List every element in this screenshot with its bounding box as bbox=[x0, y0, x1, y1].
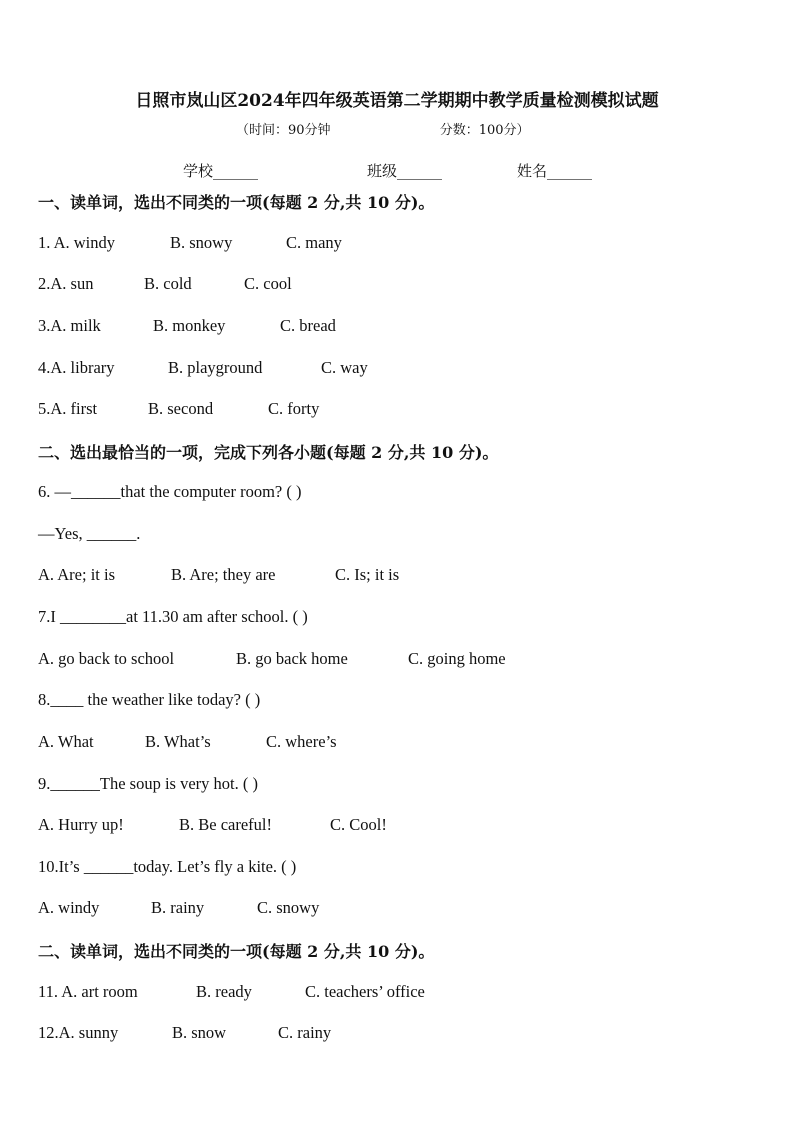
q12-option-b: B. snow bbox=[172, 1023, 227, 1042]
question-7-options bbox=[38, 649, 506, 669]
q8-option-a: A. What bbox=[38, 732, 94, 751]
school-field: 学校______ bbox=[183, 162, 259, 180]
question-1 bbox=[38, 233, 342, 253]
q6-option-c: C. Is; it is bbox=[335, 565, 400, 584]
q2-option-a: 2.A. sun bbox=[38, 274, 94, 293]
question-9-stem: 9.______The soup is very hot. ( ) bbox=[38, 774, 258, 793]
q6-option-a: A. Are; it is bbox=[38, 565, 115, 584]
question-8-stem: 8.____ the weather like today? ( ) bbox=[38, 690, 261, 709]
q8-option-b: B. What’s bbox=[145, 732, 211, 751]
question-5 bbox=[38, 399, 319, 419]
q11-option-c: C. teachers’ office bbox=[305, 982, 425, 1001]
q11-option-a: 11. A. art room bbox=[38, 982, 138, 1001]
name-field: 姓名______ bbox=[517, 162, 593, 180]
q2-option-c: C. cool bbox=[244, 274, 292, 293]
q1-option-a: 1. A. windy bbox=[38, 233, 116, 252]
q3-option-a: 3.A. milk bbox=[38, 316, 101, 335]
exam-title: 日照市岚山区2024年四年级英语第二学期期中教学质量检测模拟试题 bbox=[135, 91, 659, 111]
q9-option-a: A. Hurry up! bbox=[38, 815, 124, 834]
q9-option-b: B. Be careful! bbox=[179, 815, 272, 834]
question-9-options bbox=[38, 815, 387, 835]
question-7-stem: 7.I ________at 11.30 am after school. ( ) bbox=[38, 607, 308, 626]
q4-option-a: 4.A. library bbox=[38, 358, 115, 377]
q7-option-a: A. go back to school bbox=[38, 649, 175, 668]
q4-option-b: B. playground bbox=[168, 358, 263, 377]
class-field: 班级______ bbox=[367, 162, 443, 180]
q12-option-c: C. rainy bbox=[278, 1023, 332, 1042]
q6-option-b: B. Are; they are bbox=[171, 565, 276, 584]
question-8-options bbox=[38, 732, 337, 752]
question-4 bbox=[38, 358, 368, 378]
question-6-stem-2: —Yes, ______. bbox=[38, 524, 141, 543]
q5-option-c: C. forty bbox=[268, 399, 320, 418]
q3-option-b: B. monkey bbox=[153, 316, 226, 335]
q7-option-b: B. go back home bbox=[236, 649, 348, 668]
q10-option-a: A. windy bbox=[38, 898, 100, 917]
question-3 bbox=[38, 316, 336, 336]
q4-option-c: C. way bbox=[321, 358, 368, 377]
exam-time: （时间：90分钟 bbox=[236, 123, 331, 138]
question-6-options bbox=[38, 565, 399, 585]
q10-option-b: B. rainy bbox=[151, 898, 205, 917]
q5-option-b: B. second bbox=[148, 399, 214, 418]
question-10-options bbox=[38, 898, 319, 918]
section-3-title: 二、读单词，选出不同类的一项(每题 2 分,共 10 分)。 bbox=[38, 942, 435, 961]
q3-option-c: C. bread bbox=[280, 316, 336, 335]
q9-option-c: C. Cool! bbox=[330, 815, 387, 834]
question-10-stem: 10.It’s ______today. Let’s fly a kite. ( ) bbox=[38, 857, 297, 876]
q8-option-c: C. where’s bbox=[266, 732, 337, 751]
q5-option-a: 5.A. first bbox=[38, 399, 98, 418]
q12-option-a: 12.A. sunny bbox=[38, 1023, 119, 1042]
exam-subtitle bbox=[236, 119, 530, 138]
q1-option-b: B. snowy bbox=[170, 233, 233, 252]
question-12 bbox=[38, 1023, 331, 1043]
section-2-title: 二、选出最恰当的一项，完成下列各小题(每题 2 分,共 10 分)。 bbox=[38, 443, 499, 462]
student-info bbox=[183, 160, 592, 181]
q11-option-b: B. ready bbox=[196, 982, 252, 1001]
exam-score: 分数：100分） bbox=[439, 123, 530, 138]
question-2 bbox=[38, 274, 292, 294]
question-11 bbox=[38, 982, 425, 1002]
q10-option-c: C. snowy bbox=[257, 898, 320, 917]
q1-option-c: C. many bbox=[286, 233, 342, 252]
question-6-stem: 6. —______that the computer room? ( ) bbox=[38, 482, 302, 501]
section-1-title: 一、读单词，选出不同类的一项(每题 2 分,共 10 分)。 bbox=[38, 193, 435, 212]
q7-option-c: C. going home bbox=[408, 649, 506, 668]
q2-option-b: B. cold bbox=[144, 274, 192, 293]
